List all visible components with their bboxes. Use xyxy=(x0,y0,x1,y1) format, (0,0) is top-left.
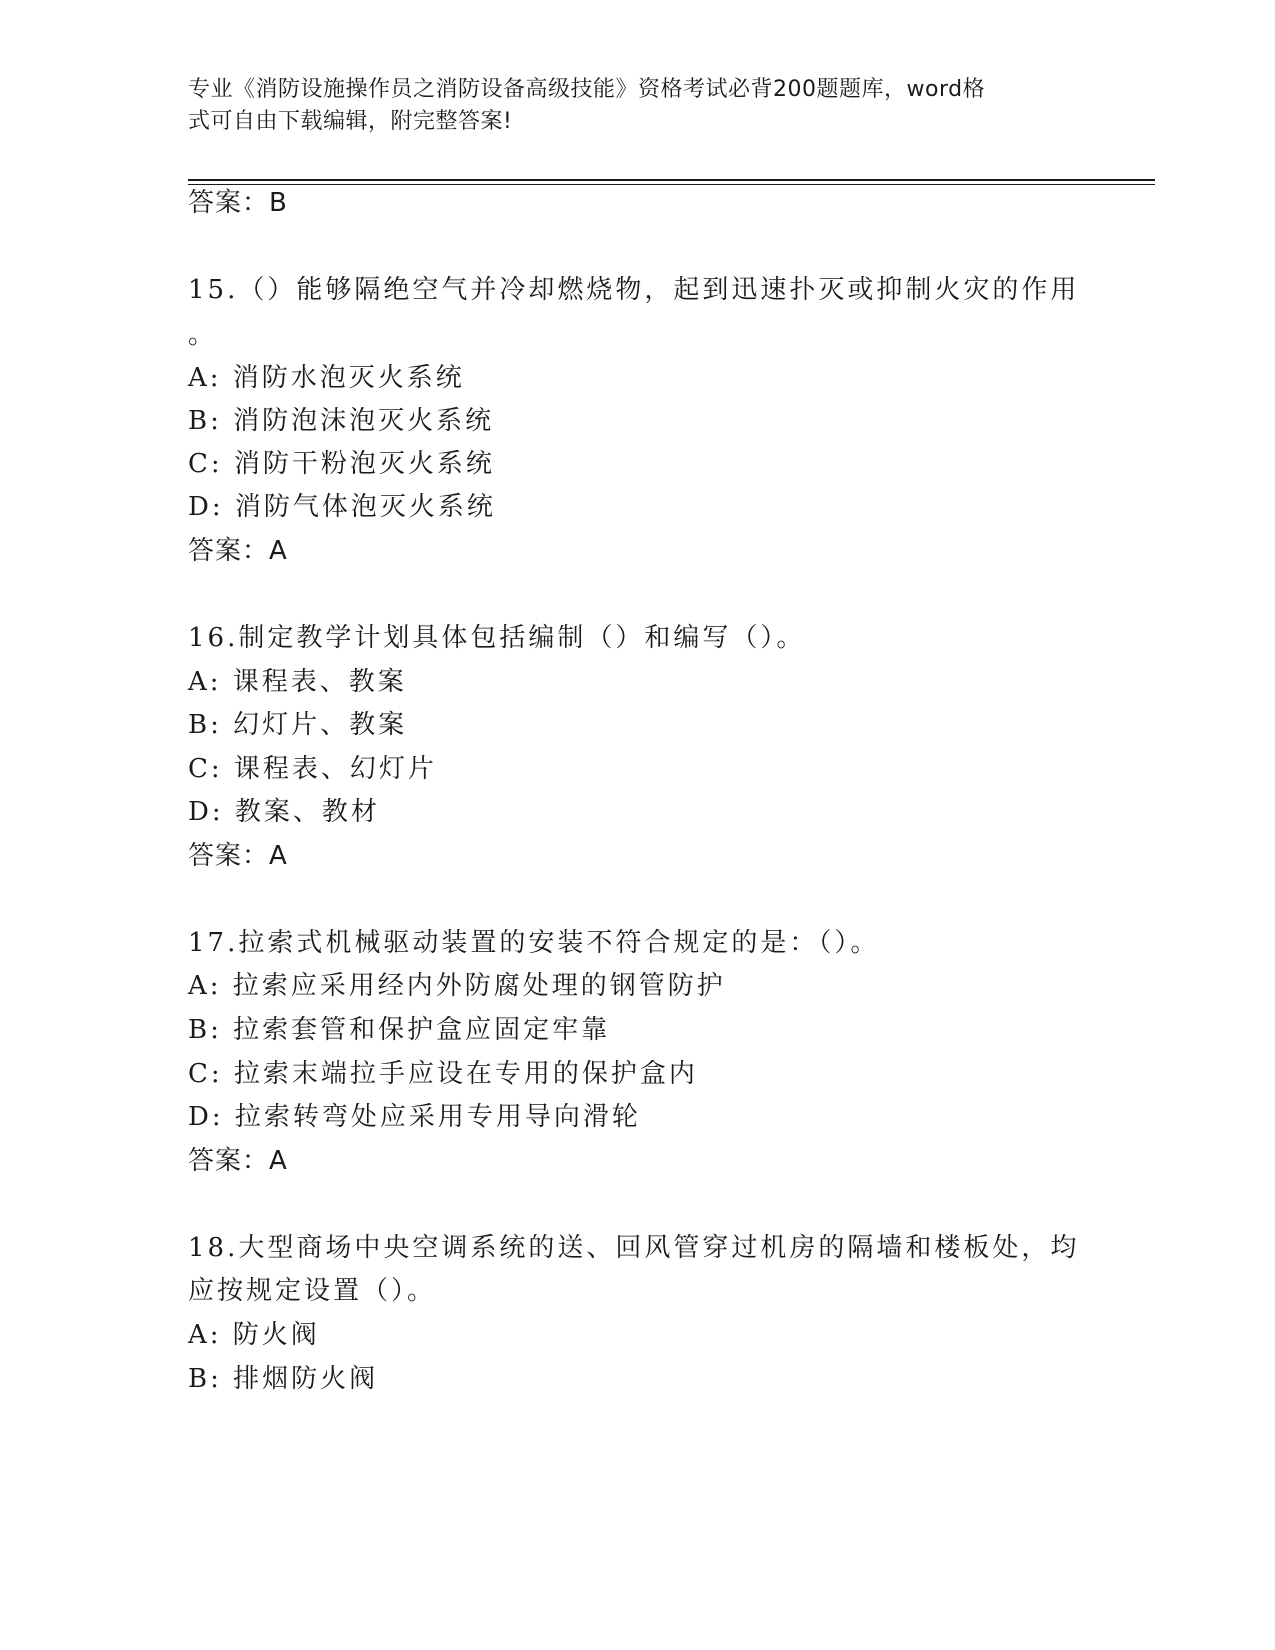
header-rule-thin xyxy=(188,184,1155,185)
question-15-option-b: B: 消防泡沫泡灭火系统 xyxy=(188,406,495,436)
question-18-stem-cont: 应按规定设置（）。 xyxy=(188,1276,437,1306)
question-17-stem: 17.拉索式机械驱动装置的安装不符合规定的是：（）。 xyxy=(188,928,880,958)
question-16-option-d: D: 教案、教材 xyxy=(188,797,380,827)
question-15-stem: 15.（）能够隔绝空气并冷却燃烧物，起到迅速扑灭或抑制火灾的作用 xyxy=(188,275,1080,305)
question-17-option-b: B: 拉索套管和保护盒应固定牢靠 xyxy=(188,1015,611,1045)
question-17-option-c: C: 拉索末端拉手应设在专用的保护盒内 xyxy=(188,1059,698,1089)
question-18-stem: 18.大型商场中央空调系统的送、回风管穿过机房的隔墙和楼板处，均 xyxy=(188,1233,1080,1263)
question-16-option-b: B: 幻灯片、教案 xyxy=(188,710,408,740)
header-line-1: 专业《消防设施操作员之消防设备高级技能》资格考试必背200题题库，word格 xyxy=(188,77,986,102)
question-15-option-c: C: 消防干粉泡灭火系统 xyxy=(188,449,495,479)
header-line-2: 式可自由下载编辑，附完整答案! xyxy=(188,109,513,134)
question-16-stem: 16.制定教学计划具体包括编制（）和编写（）。 xyxy=(188,623,806,653)
question-16-option-c: C: 课程表、幻灯片 xyxy=(188,754,437,784)
question-15-stem-cont: 。 xyxy=(188,320,218,350)
question-16-answer: 答案：A xyxy=(188,841,288,871)
header-rule-thick xyxy=(188,179,1155,181)
question-18-option-b: B: 排烟防火阀 xyxy=(188,1364,379,1394)
question-18-option-a: A: 防火阀 xyxy=(188,1320,320,1350)
question-17-answer: 答案：A xyxy=(188,1146,288,1176)
question-15-option-d: D: 消防气体泡灭火系统 xyxy=(188,492,496,522)
question-16-option-a: A: 课程表、教案 xyxy=(188,667,407,697)
question-17-option-d: D: 拉索转弯处应采用专用导向滑轮 xyxy=(188,1102,641,1132)
question-15-option-a: A: 消防水泡灭火系统 xyxy=(188,363,465,393)
question-15-answer: 答案：A xyxy=(188,536,288,566)
document-header xyxy=(188,74,1068,138)
question-17-option-a: A: 拉索应采用经内外防腐处理的钢管防护 xyxy=(188,971,726,1001)
answer-prev: 答案：B xyxy=(188,188,288,218)
